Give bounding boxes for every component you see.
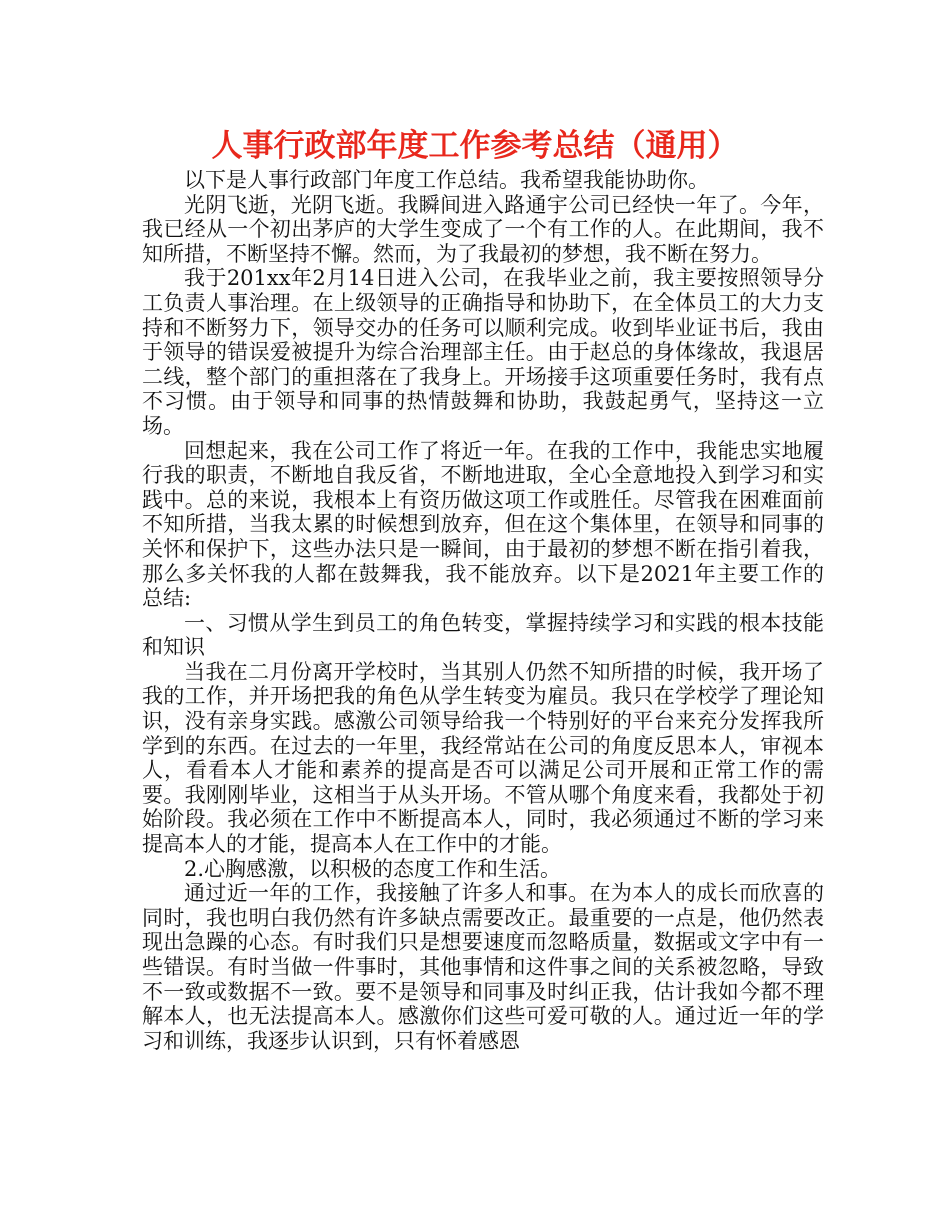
document-title: 人事行政部年度工作参考总结（通用）	[211, 128, 739, 164]
section-heading-1: 一、习惯从学生到员工的角色转变，掌握持续学习和实践的根本技能和知识	[142, 610, 824, 660]
paragraph-intro: 以下是人事行政部门年度工作总结。我希望我能协助你。	[184, 168, 709, 192]
paragraph-role-change: 当我在二月份离开学校时，当其别人仍然不知所措的时候，我开场了我的工作，并开场把我的角色从学生转变为雇员。我只在学校学了理论知识，没有亲身实践。感激公司领导给我一个特别好的平台来充分发挥我所学到的东西。在过去的一年里，我经常站在公司的角度反思本人，审视本人，看看本人才能和素养的提高是否可以满足公司开展和正常工作的需要。我刚刚毕业，这相当于从头开场。不管从哪个角度来看，我都处于初始阶段。我必须在工作中不断提高本人，同时，我必须通过不断的学习来提高本人的才能，提高本人在工作中的才能。	[142, 659, 824, 857]
paragraph-reflection: 回想起来，我在公司工作了将近一年。在我的工作中，我能忠实地履行我的职责，不断地自我反省，不断地进取，全心全意地投入到学习和实践中。总的来说，我根本上有资历做这项工作或胜任。尽管我在困难面前不知所措，当我太累的时候想到放弃，但在这个集体里，在领导和同事的关怀和保护下，这些办法只是一瞬间，由于最初的梦想不断在指引着我，那么多关怀我的人都在鼓舞我，我不能放弃。以下是2021年主要工作的总结:	[142, 438, 824, 611]
document-body	[142, 168, 824, 1053]
paragraph-joining-company: 我于201xx年2月14日进入公司，在我毕业之前，我主要按照领导分工负责人事治理。在上级领导的正确指导和协助下，在全体员工的大力支持和不断努力下，领导交办的任务可以顺利完成。收到毕业证书后，我由于领导的错误爱被提升为综合治理部主任。由于赵总的身体缘故，我退居二线，整个部门的重担落在了我身上。开场接手这项重要任务时，我有点不习惯。由于领导和同事的热情鼓舞和协助，我鼓起勇气，坚持这一立场。	[142, 266, 824, 438]
paragraph-time-flies: 光阴飞逝，光阴飞逝。我瞬间进入路通宇公司已经快一年了。今年，我已经从一个初出茅庐的大学生变成了一个有工作的人。在此期间，我不知所措，不断坚持不懈。然而，为了我最初的梦想，我不断在努力。	[142, 192, 824, 266]
paragraph-gratitude: 通过近一年的工作，我接触了许多人和事。在为本人的成长而欣喜的同时，我也明白我仍然有许多缺点需要改正。最重要的一点是，他仍然表现出急躁的心态。有时我们只是想要速度而忽略质量，数据或文字中有一些错误。有时当做一件事时，其他事情和这件事之间的关系被忽略，导致不一致或数据不一致。要不是领导和同事及时纠正我，估计我如今都不理解本人，也无法提高本人。感激你们这些可爱可敬的人。通过近一年的学习和训练，我逐步认识到，只有怀着感恩	[142, 881, 824, 1053]
section-heading-2: 2.心胸感激，以积极的态度工作和生活。	[184, 856, 562, 881]
